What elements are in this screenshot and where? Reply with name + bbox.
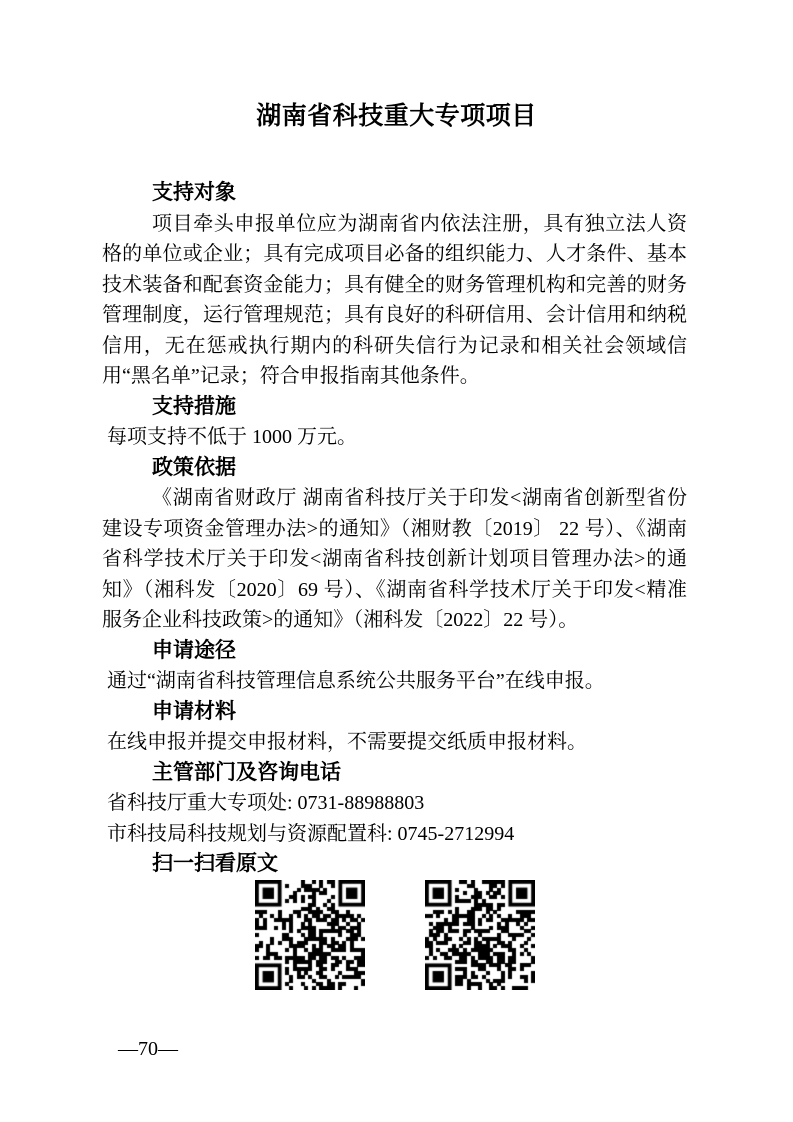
document-title: 湖南省科技重大专项项目 [256,103,537,130]
paragraph-support-measures: 每项支持不低于 1000 万元。 [107,426,357,448]
paragraph-policy-basis: 《湖南省财政厅 湖南省科技厅关于印发<湖南省创新型省份建设专项资金管理办法>的通知》（湘财教〔2019〕 22 号）、《湖南省科学技术厅关于印发<湖南省科技创新计划项目管理办法>的通知》（湘科发〔2020〕69 号）、《湖南省科学技术厅关于印发<精准服务企业科技政策>的通知》（湘科发〔2022〕22 号）。 [102,487,687,631]
document-body [102,178,687,990]
section-heading-scan-qr: 扫一扫看原文 [152,852,278,875]
contact-line-provincial: 省科技厅重大专项处: 0731-88988803 [107,792,425,814]
section-heading-application-channel: 申请途径 [152,638,236,662]
section-heading-policy-basis: 政策依据 [152,455,236,479]
section-heading-support-measures: 支持措施 [152,394,236,418]
qr-code-right [425,880,535,990]
paragraph-application-materials: 在线申报并提交申报材料，不需要提交纸质申报材料。 [107,731,587,753]
page-number: —70— [118,1038,178,1060]
qr-row [102,880,687,990]
paragraph-application-channel: 通过“湖南省科技管理信息系统公共服务平台”在线申报。 [107,670,605,692]
section-heading-support-target: 支持对象 [152,181,236,204]
qr-code-left [255,880,365,990]
section-heading-application-materials: 申请材料 [152,699,236,723]
paragraph-support-target: 项目牵头申报单位应为湖南省内依法注册，具有独立法人资格的单位或企业；具有完成项目必备的组织能力、人才条件、基本技术装备和配套资金能力；具有健全的财务管理机构和完善的财务管理制度，运行管理规范；具有良好的科研信用、会计信用和纳税信用，无在惩戒执行期内的科研失信行为记录和相关社会领域信用“黑名单”记录；符合申报指南其他条件。 [102,212,687,387]
contact-line-municipal: 市科技局科技规划与资源配置科: 0745-2712994 [107,822,515,845]
section-heading-department-contacts: 主管部门及咨询电话 [152,760,341,784]
